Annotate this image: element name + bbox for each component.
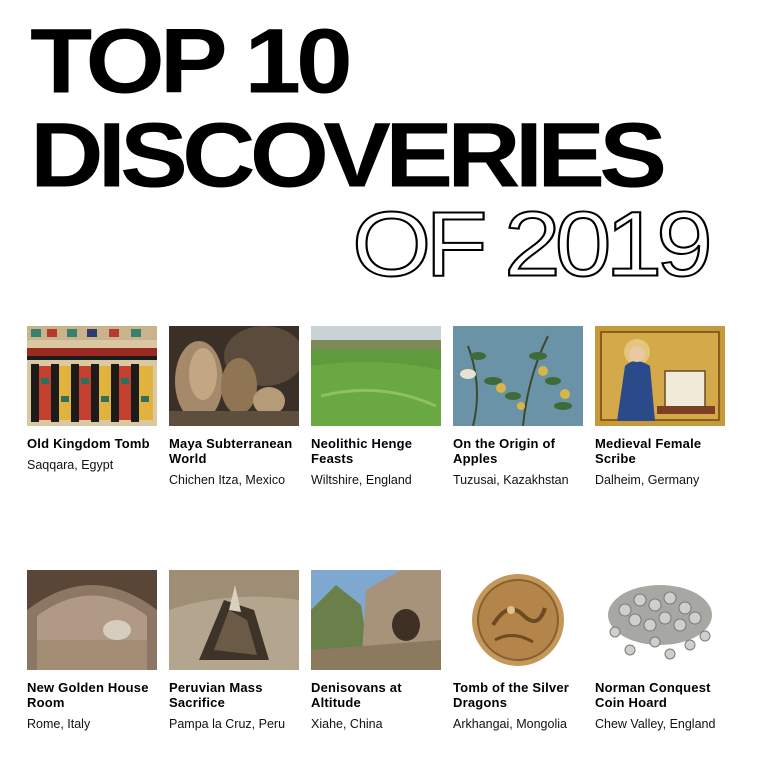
discovery-card-on-the-origin-of-apples[interactable] [453,326,587,490]
discovery-location: Wiltshire, England [311,473,412,487]
discovery-location: Chew Valley, England [595,717,716,731]
discovery-location: Pampa la Cruz, Peru [169,717,286,731]
discovery-title[interactable]: On the Origin of Apples [453,436,556,466]
discovery-card-neolithic-henge-feasts[interactable] [311,326,445,490]
discovery-card-peruvian-mass-sacrifice[interactable] [169,570,303,734]
discovery-title[interactable]: New Golden House Room [27,680,149,710]
discovery-title[interactable]: Norman Conquest Coin Hoard [595,680,711,710]
discovery-card-medieval-female-scribe[interactable] [595,326,729,490]
discovery-title[interactable]: Maya Subterranean World [169,436,293,466]
discovery-card-tomb-of-the-silver-dragons[interactable] [453,570,587,734]
discovery-title[interactable]: Peruvian Mass Sacrifice [169,680,263,710]
old-kingdom-tomb-image[interactable] [27,326,157,426]
title-line-top-10: TOP 10 [30,9,348,113]
discovery-location: Rome, Italy [27,717,91,731]
norman-conquest-coin-hoard-image[interactable] [595,570,725,670]
discovery-card-denisovans-at-altitude[interactable] [311,570,445,734]
medieval-female-scribe-image[interactable] [595,326,725,426]
discovery-card-old-kingdom-tomb[interactable] [27,326,161,475]
tomb-of-the-silver-dragons-image[interactable] [453,570,583,670]
peruvian-mass-sacrifice-image[interactable] [169,570,299,670]
discovery-location: Chichen Itza, Mexico [169,473,286,487]
discovery-location: Saqqara, Egypt [27,458,114,472]
discovery-title[interactable]: Tomb of the Silver Dragons [453,680,570,710]
maya-subterranean-world-image[interactable] [169,326,299,426]
discovery-title[interactable]: Denisovans at Altitude [311,680,402,710]
discovery-location: Tuzusai, Kazakhstan [453,473,569,487]
page-title [0,0,761,300]
discovery-location: Xiahe, China [311,717,383,731]
title-line-discoveries: DISCOVERIES [30,103,662,207]
discovery-card-new-golden-house-room[interactable] [27,570,161,734]
on-the-origin-of-apples-image[interactable] [453,326,583,426]
discovery-location: Dalheim, Germany [595,473,700,487]
discovery-title[interactable]: Old Kingdom Tomb [27,436,150,451]
discovery-title[interactable]: Medieval Female Scribe [595,436,702,466]
discovery-card-norman-conquest-coin-hoard[interactable] [595,570,729,734]
discovery-location: Arkhangai, Mongolia [453,717,567,731]
neolithic-henge-feasts-image[interactable] [311,326,441,426]
discovery-card-maya-subterranean-world[interactable] [169,326,303,490]
new-golden-house-room-image[interactable] [27,570,157,670]
title-line-of-2019: OF 2019 [352,192,707,296]
denisovans-at-altitude-image[interactable] [311,570,441,670]
discovery-title[interactable]: Neolithic Henge Feasts [311,436,413,466]
